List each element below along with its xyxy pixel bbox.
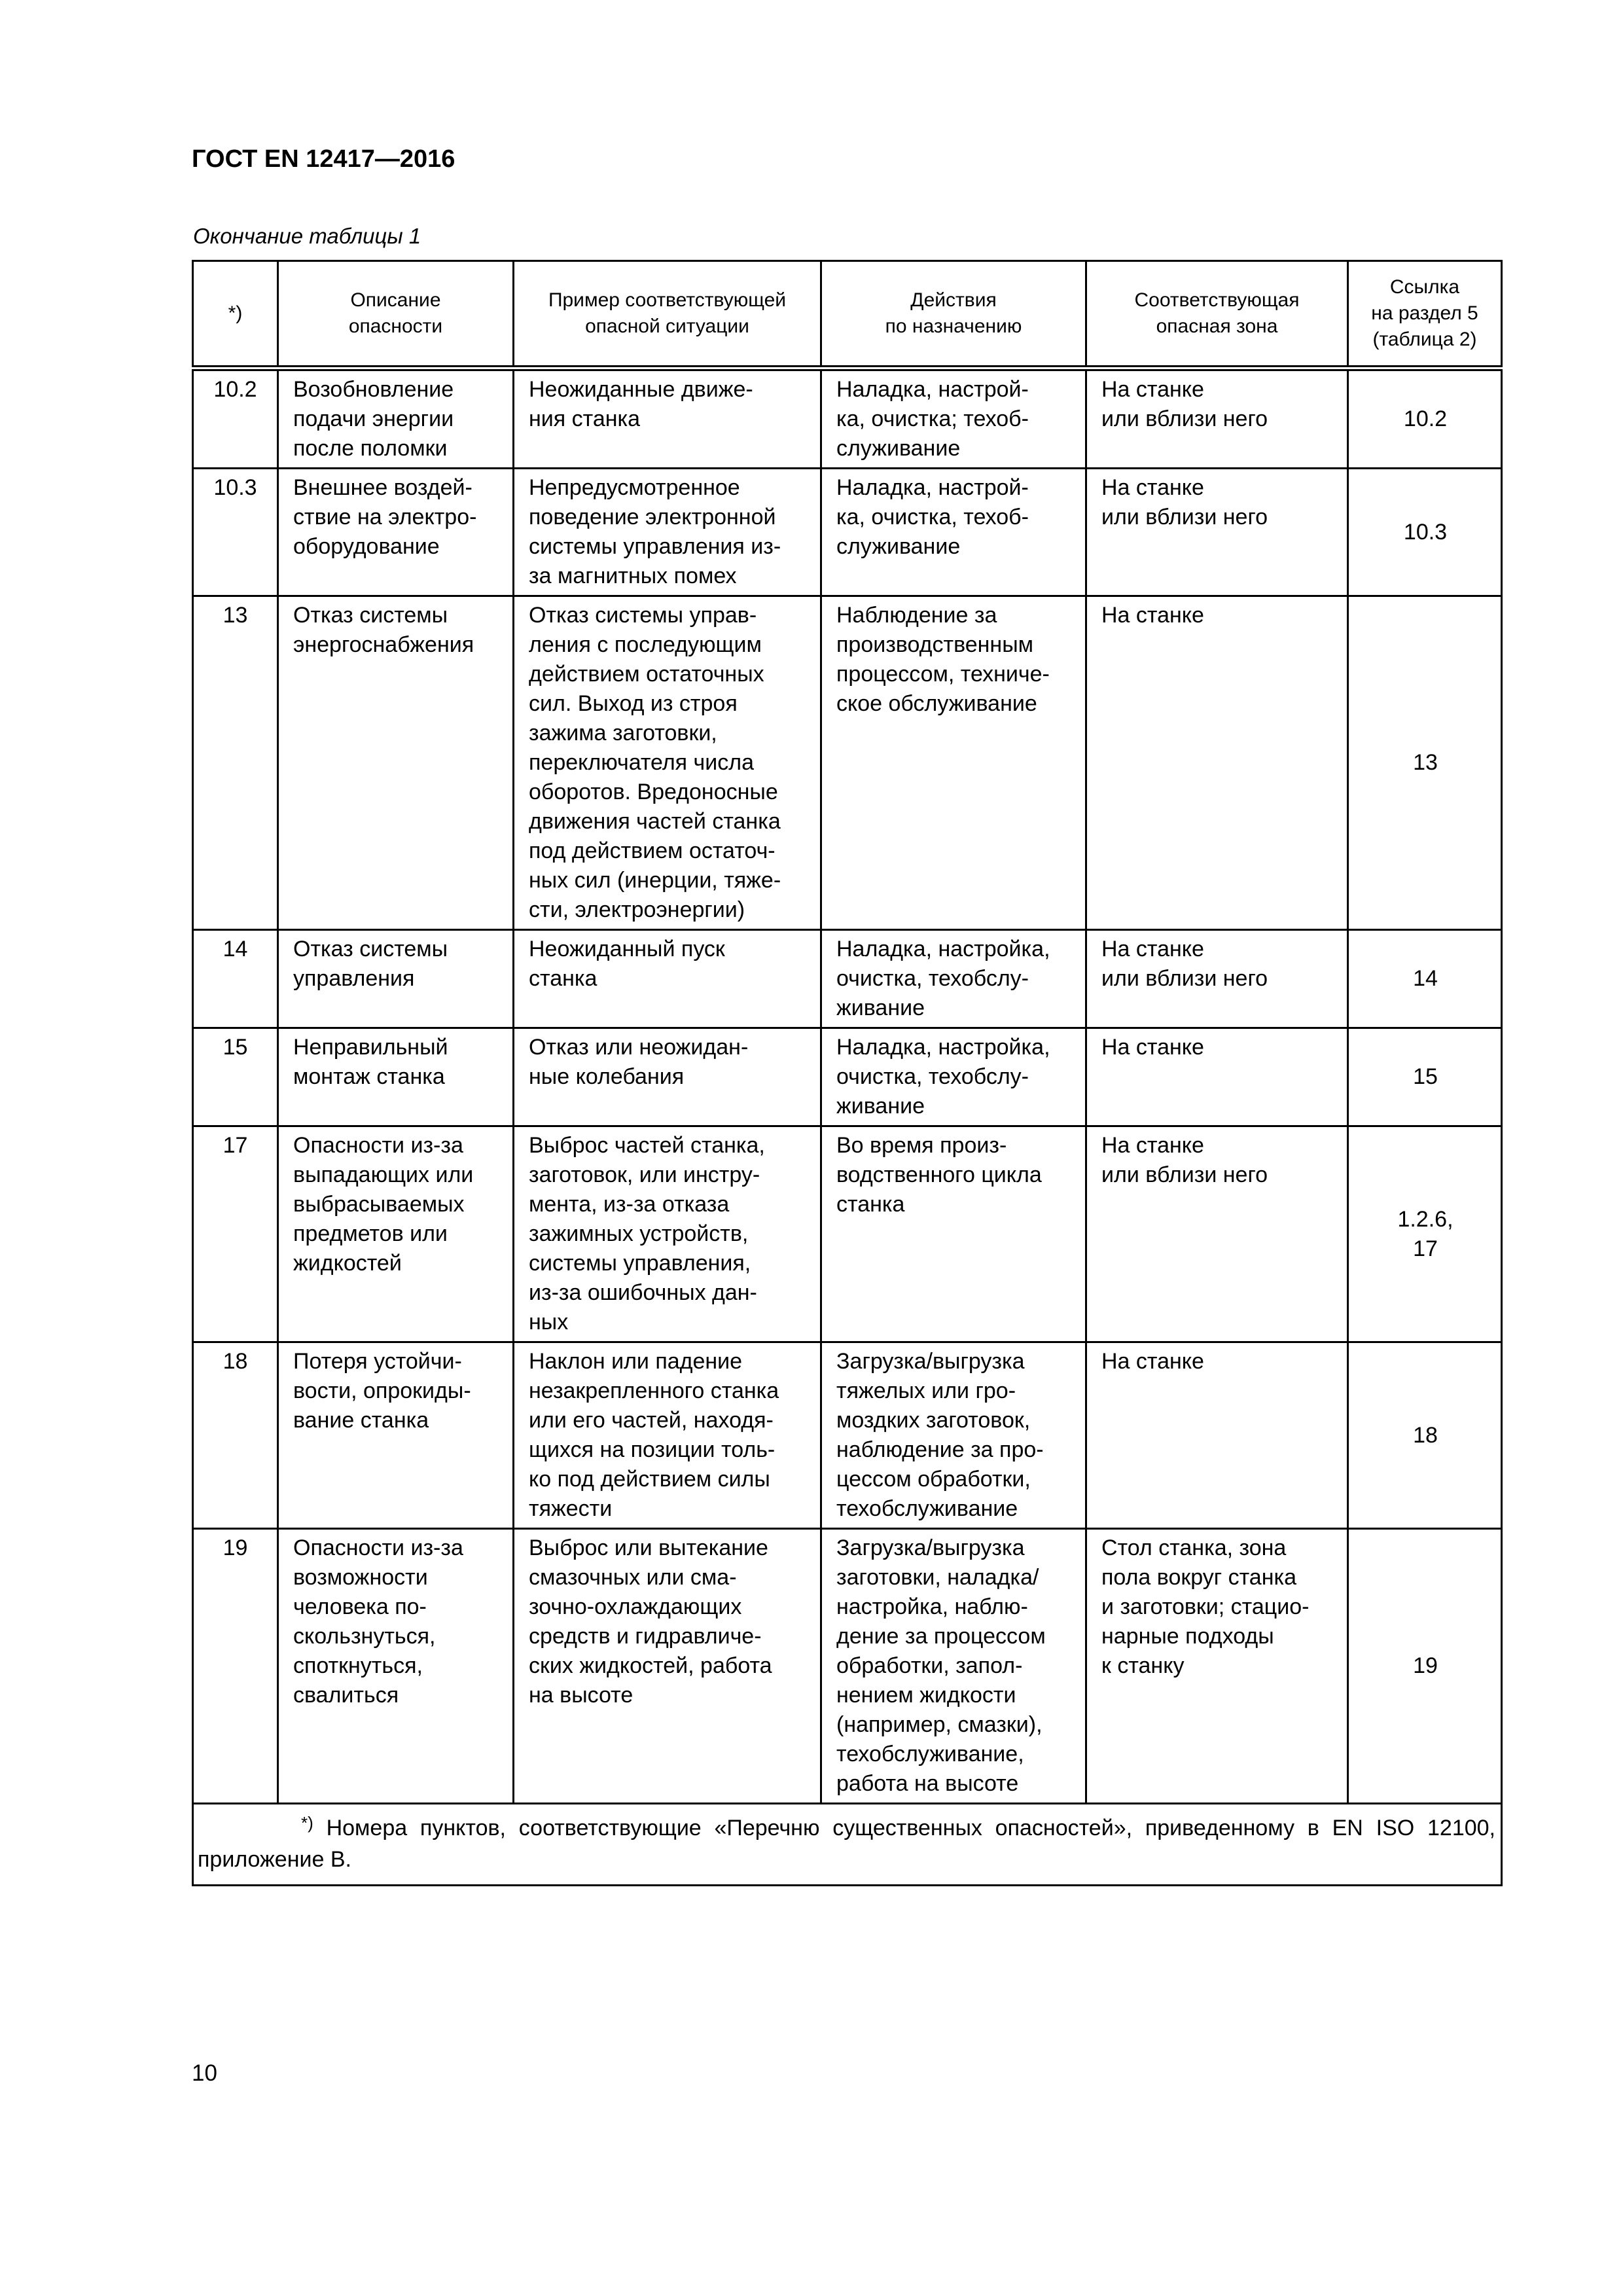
danger-zone: Стол станка, зона пола вокруг станка и заготовки; стацио- нарные подходы к станку <box>1086 1529 1348 1804</box>
intended-actions: Наладка, настройка, очистка, техобслу- живание <box>821 930 1086 1028</box>
footnote-text: Номера пунктов, соответствующие «Перечню существенных опасностей», приведенному в EN ISO 12100, приложение В. <box>198 1816 1495 1872</box>
danger-zone: На станке или вблизи него <box>1086 469 1348 596</box>
page-number: 10 <box>192 2060 217 2086</box>
column-header-mark-text: *) <box>228 302 243 324</box>
hazard-number: 18 <box>193 1342 278 1529</box>
column-header-intended-actions: Действия по назначению <box>821 261 1086 368</box>
example-situation: Неожиданный пуск станка <box>514 930 821 1028</box>
table-row <box>193 1126 1502 1342</box>
hazard-description: Возобновление подачи энергии после поломки <box>278 368 514 469</box>
example-situation: Выброс частей станка, заготовок, или инстру- мента, из-за отказа зажимных устройств, системы управления, из-за ошибочных дан- ных <box>514 1126 821 1342</box>
hazard-description: Неправильный монтаж станка <box>278 1028 514 1126</box>
intended-actions: Загрузка/выгрузка заготовки, наладка/ настройка, наблю- дение за процессом обработки, запол- нением жидкости (например, смазки), техобслуживание, работа на высоте <box>821 1529 1086 1804</box>
hazard-number: 15 <box>193 1028 278 1126</box>
hazard-description: Отказ системы управления <box>278 930 514 1028</box>
table-header-row <box>193 261 1502 368</box>
hazard-description: Отказ системы энергоснабжения <box>278 596 514 930</box>
column-header-danger-zone: Соответствующая опасная зона <box>1086 261 1348 368</box>
section-reference: 13 <box>1348 596 1502 930</box>
danger-zone: На станке <box>1086 596 1348 930</box>
section-reference: 19 <box>1348 1529 1502 1804</box>
table-header <box>193 261 1502 368</box>
danger-zone: На станке <box>1086 1342 1348 1529</box>
table-footnote <box>193 1804 1502 1886</box>
table-row <box>193 368 1502 469</box>
intended-actions: Наладка, настрой- ка, очистка, техоб- служивание <box>821 469 1086 596</box>
hazard-number: 17 <box>193 1126 278 1342</box>
hazard-table <box>192 260 1503 1886</box>
footnote-row <box>193 1804 1502 1886</box>
table-row <box>193 1028 1502 1126</box>
example-situation: Отказ или неожидан- ные колебания <box>514 1028 821 1126</box>
section-reference: 14 <box>1348 930 1502 1028</box>
hazard-description: Опасности из-за возможности человека по- скользнуться, споткнуться, свалиться <box>278 1529 514 1804</box>
table-row <box>193 930 1502 1028</box>
danger-zone: На станке <box>1086 1028 1348 1126</box>
example-situation: Выброс или вытекание смазочных или сма- зочно-охлаждающих средств и гидравличе- ских жидкостей, работа на высоте <box>514 1529 821 1804</box>
danger-zone: На станке или вблизи него <box>1086 1126 1348 1342</box>
intended-actions: Во время произ- водственного цикла станка <box>821 1126 1086 1342</box>
table-row <box>193 1342 1502 1529</box>
hazard-number: 14 <box>193 930 278 1028</box>
intended-actions: Загрузка/выгрузка тяжелых или гро- моздких заготовок, наблюдение за про- цессом обработки, техобслуживание <box>821 1342 1086 1529</box>
table-footer <box>193 1804 1502 1886</box>
table-body <box>193 368 1502 1804</box>
table-caption: Окончание таблицы 1 <box>193 224 421 248</box>
section-reference: 15 <box>1348 1028 1502 1126</box>
hazard-description: Потеря устойчи- вости, опрокиды- вание станка <box>278 1342 514 1529</box>
intended-actions: Наладка, настройка, очистка, техобслу- живание <box>821 1028 1086 1126</box>
footnote-mark: *) <box>301 1813 313 1833</box>
document-code: ГОСТ EN 12417—2016 <box>192 145 455 173</box>
intended-actions: Наблюдение за производственным процессом, техниче- ское обслуживание <box>821 596 1086 930</box>
column-header-section-reference: Ссылка на раздел 5 (таблица 2) <box>1348 261 1502 368</box>
column-header-example-situation: Пример соответствующей опасной ситуации <box>514 261 821 368</box>
example-situation: Наклон или падение незакрепленного станка или его частей, находя- щихся на позиции толь- ко под действием силы тяжести <box>514 1342 821 1529</box>
section-reference: 10.2 <box>1348 368 1502 469</box>
table-row <box>193 469 1502 596</box>
table-row <box>193 1529 1502 1804</box>
example-situation: Отказ системы управ- ления с последующим действием остаточных сил. Выход из строя зажима заготовки, переключателя числа оборотов. Вредоносные движения частей станка под действием остаточ- ных сил (инерции, тяже- сти, электроэнергии) <box>514 596 821 930</box>
column-header-hazard-description: Описание опасности <box>278 261 514 368</box>
section-reference: 18 <box>1348 1342 1502 1529</box>
example-situation: Непредусмотренное поведение электронной системы управления из- за магнитных помех <box>514 469 821 596</box>
danger-zone: На станке или вблизи него <box>1086 368 1348 469</box>
example-situation: Неожиданные движе- ния станка <box>514 368 821 469</box>
intended-actions: Наладка, настрой- ка, очистка; техоб- служивание <box>821 368 1086 469</box>
hazard-description: Опасности из-за выпадающих или выбрасываемых предметов или жидкостей <box>278 1126 514 1342</box>
column-header-mark <box>193 261 278 368</box>
section-reference: 10.3 <box>1348 469 1502 596</box>
hazard-number: 19 <box>193 1529 278 1804</box>
danger-zone: На станке или вблизи него <box>1086 930 1348 1028</box>
table-row <box>193 596 1502 930</box>
hazard-description: Внешнее воздей- ствие на электро- оборудование <box>278 469 514 596</box>
hazard-number: 10.2 <box>193 368 278 469</box>
hazard-number: 13 <box>193 596 278 930</box>
section-reference: 1.2.6, 17 <box>1348 1126 1502 1342</box>
hazard-number: 10.3 <box>193 469 278 596</box>
